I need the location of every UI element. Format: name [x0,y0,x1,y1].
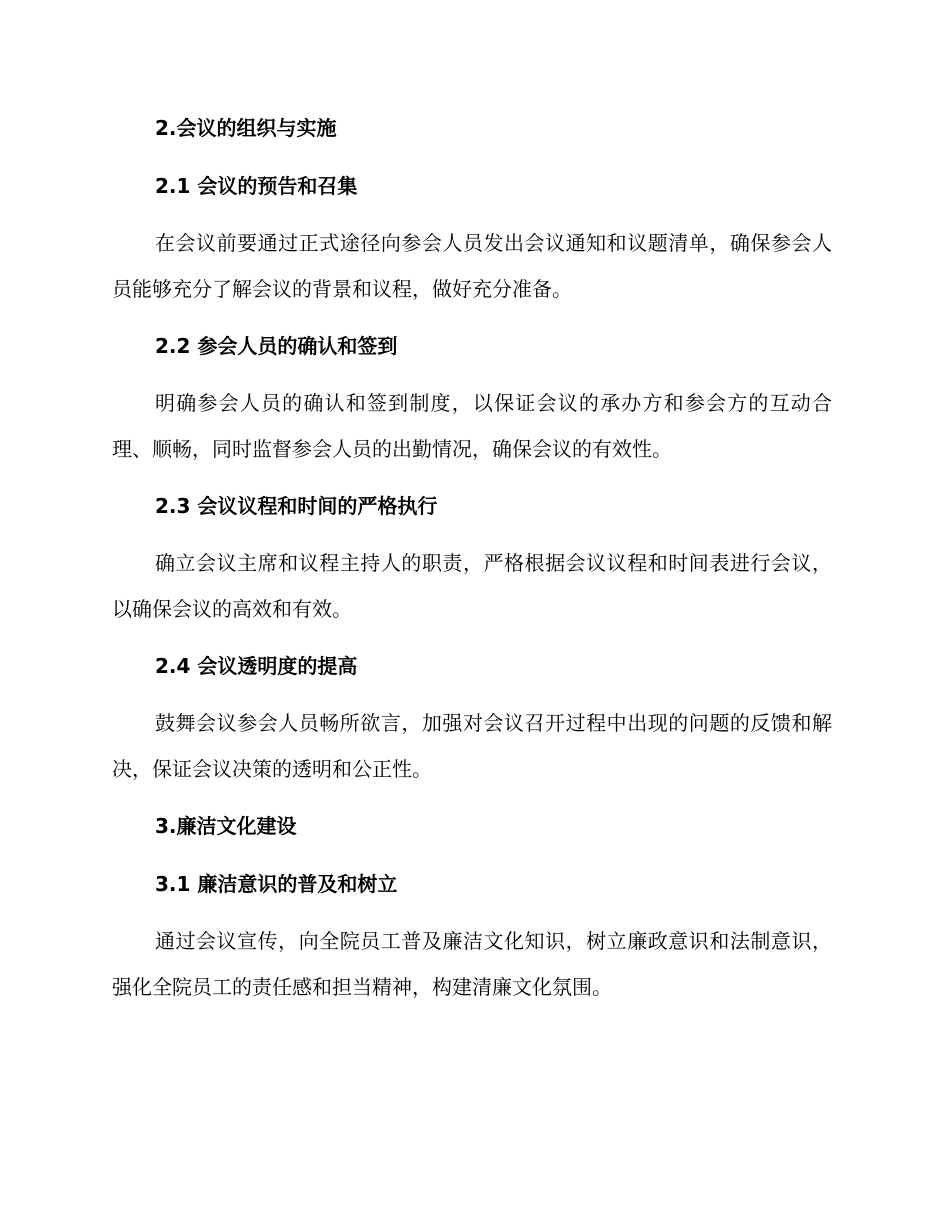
subsection-heading-2-3: 2.3 会议议程和时间的严格执行 [155,494,438,518]
section-heading-3: 3.廉洁文化建设 [155,814,297,838]
paragraph-2-2: 明确参会人员的确认和签到制度，以保证会议的承办方和参会方的互动合理、顺畅，同时监督参会人员的出勤情况，确保会议的有效性。 [112,391,832,461]
subsection-heading-2-4: 2.4 会议透明度的提高 [155,654,358,678]
subsection-heading-2-2: 2.2 参会人员的确认和签到 [155,334,398,358]
subsection-heading-3-1: 3.1 廉洁意识的普及和树立 [155,872,398,896]
section-heading-2: 2.会议的组织与实施 [155,116,337,140]
paragraph-3-1: 通过会议宣传，向全院员工普及廉洁文化知识，树立廉政意识和法制意识，强化全院员工的责任感和担当精神，构建清廉文化氛围。 [112,929,832,999]
document-body [112,112,832,1028]
paragraph-2-3: 确立会议主席和议程主持人的职责，严格根据会议议程和时间表进行会议，以确保会议的高效和有效。 [112,551,832,621]
paragraph-2-1: 在会议前要通过正式途径向参会人员发出会议通知和议题清单，确保参会人员能够充分了解会议的背景和议程，做好充分准备。 [112,231,832,301]
paragraph-2-4: 鼓舞会议参会人员畅所欲言，加强对会议召开过程中出现的问题的反馈和解决，保证会议决策的透明和公正性。 [112,711,832,781]
subsection-heading-2-1: 2.1 会议的预告和召集 [155,174,358,198]
